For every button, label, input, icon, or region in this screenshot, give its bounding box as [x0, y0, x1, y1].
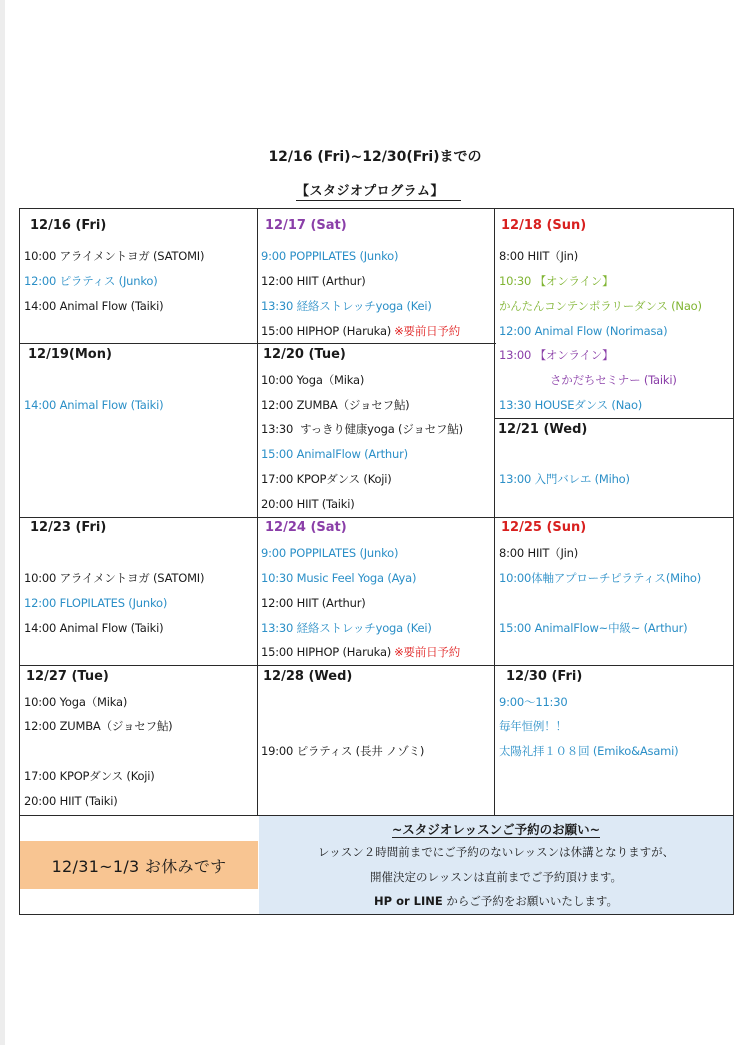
lesson-entry: 12:00 HIIT (Arthur): [261, 274, 366, 288]
notice-line-rest: からご予約をお願いいたします。: [442, 894, 618, 908]
holiday-banner: [20, 841, 258, 889]
day-header: 12/23 (Fri): [30, 520, 107, 535]
lesson-entry: 8:00 HIIT（Jin): [499, 546, 579, 560]
reservation-note: ※要前日予約: [394, 324, 461, 338]
notice-title: ~スタジオレッスンご予約のお願い~: [391, 822, 601, 837]
day-header: 12/30 (Fri): [506, 669, 583, 684]
lesson-entry: 20:00 HIIT (Taiki): [261, 497, 355, 511]
notice-line: 開催決定のレッスンは直前までご予約頂けます。: [370, 870, 622, 884]
lesson-entry: 17:00 KPOPダンス (Koji): [261, 472, 392, 486]
day-header: 12/17 (Sat): [265, 218, 347, 233]
lesson-entry: 10:00 Yoga（Mika): [261, 373, 365, 387]
table-divider: [494, 208, 495, 816]
lesson-entry: 14:00 Animal Flow (Taiki): [24, 299, 164, 313]
lesson-entry: 19:00 ピラティス (長井 ノゾミ): [261, 744, 425, 758]
lesson-entry: 13:30 経絡ストレッチyoga (Kei): [261, 299, 432, 313]
day-header: 12/20 (Tue): [263, 347, 346, 362]
lesson-entry: 10:00 アライメントヨガ (SATOMI): [24, 571, 205, 585]
lesson-entry: 10:30 Music Feel Yoga (Aya): [261, 571, 417, 585]
lesson-entry: 15:00 HIPHOP (Haruka) ※要前日予約: [261, 324, 461, 338]
lesson-entry: 12:00 Animal Flow (Norimasa): [499, 324, 668, 338]
table-divider: [19, 517, 734, 518]
lesson-entry: 10:00 アライメントヨガ (SATOMI): [24, 249, 205, 263]
lesson-entry: さかだちセミナー (Taiki): [550, 373, 677, 387]
notice-line: [259, 893, 733, 909]
lesson-entry: 20:00 HIIT (Taiki): [24, 794, 118, 808]
table-divider: [19, 343, 496, 344]
lesson-entry: 13:30 HOUSEダンス (Nao): [499, 398, 643, 412]
notice-contact-channels: HP or LINE: [374, 894, 443, 908]
page-title: 12/16 (Fri)~12/30(Fri)までの: [268, 149, 482, 165]
page-subtitle: 【スタジオプログラム】: [296, 180, 461, 201]
lesson-entry: 13:30 すっきり健康yoga (ジョセフ鮎): [261, 422, 463, 436]
lesson-entry: 14:00 Animal Flow (Taiki): [24, 621, 164, 635]
notice-title-wrap: [259, 820, 733, 838]
lesson-entry: 14:00 Animal Flow (Taiki): [24, 398, 164, 412]
lesson-entry: 10:00 Yoga（Mika): [24, 695, 128, 709]
lesson-entry: 8:00 HIIT（Jin): [499, 249, 579, 263]
lesson-entry: 毎年恒例！！: [499, 719, 567, 733]
lesson-entry: 太陽礼拝１０８回 (Emiko&Asami): [499, 744, 679, 758]
day-header: 12/24 (Sat): [265, 520, 347, 535]
day-header: 12/21 (Wed): [498, 422, 588, 437]
table-divider: [494, 418, 734, 419]
lesson-entry: 10:00体軸アプローチピラティス(Miho): [499, 571, 702, 585]
lesson-entry: 10:30 【オンライン】: [499, 274, 614, 288]
schedule-table: [19, 208, 734, 915]
lesson-entry: かんたんコンテンポラリーダンス (Nao): [499, 299, 702, 313]
holiday-text: 12/31~1/3 お休みです: [51, 856, 227, 876]
lesson-entry: 12:00 ZUMBA（ジョセフ鮎): [24, 719, 173, 733]
lesson-entry: 17:00 KPOPダンス (Koji): [24, 769, 155, 783]
lesson-entry: 12:00 ZUMBA（ジョセフ鮎): [261, 398, 410, 412]
lesson-entry: 12:00 ピラティス (Junko): [24, 274, 158, 288]
table-divider: [257, 208, 258, 816]
lesson-entry: 13:30 経絡ストレッチyoga (Kei): [261, 621, 432, 635]
day-header: 12/27 (Tue): [26, 669, 109, 684]
lesson-entry: 9:00 POPPILATES (Junko): [261, 546, 399, 560]
lesson-entry: 15:00 HIPHOP (Haruka) ※要前日予約: [261, 645, 461, 659]
lesson-entry: 9:00 POPPILATES (Junko): [261, 249, 399, 263]
lesson-entry: 13:00 【オンライン】: [499, 348, 614, 362]
lesson-entry: 15:00 AnimalFlow (Arthur): [261, 447, 408, 461]
lesson-entry: 12:00 FLOPILATES (Junko): [24, 596, 168, 610]
lesson-entry: 9:00～11:30: [499, 695, 568, 709]
notice-line: レッスン２時間前までにご予約のないレッスンは休講となりますが、: [317, 845, 675, 859]
day-header: 12/18 (Sun): [501, 218, 587, 233]
table-divider: [19, 665, 734, 666]
lesson-entry: 15:00 AnimalFlow~中級~ (Arthur): [499, 621, 688, 635]
day-header: 12/25 (Sun): [501, 520, 587, 535]
day-header: 12/16 (Fri): [30, 218, 107, 233]
reservation-notice: [259, 816, 733, 914]
lesson-entry: 12:00 HIIT (Arthur): [261, 596, 366, 610]
day-header: 12/19(Mon): [28, 347, 112, 362]
lesson-entry: 13:00 入門バレエ (Miho): [499, 472, 630, 486]
day-header: 12/28 (Wed): [263, 669, 353, 684]
reservation-note: ※要前日予約: [394, 645, 461, 659]
